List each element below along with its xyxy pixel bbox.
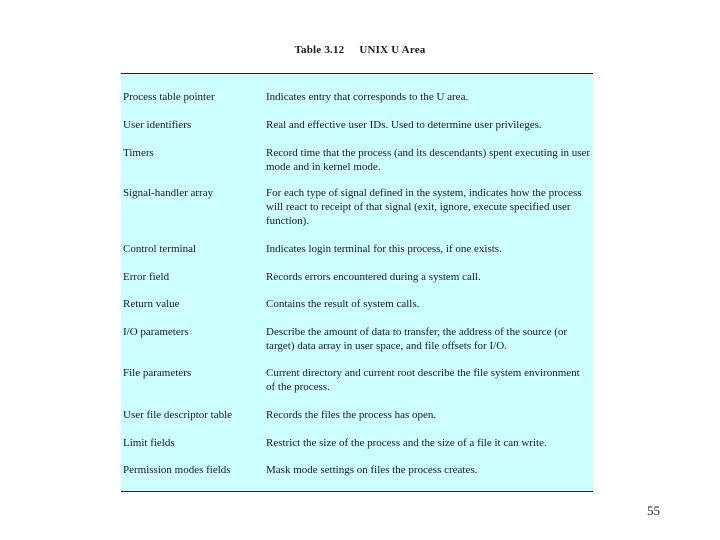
u-area-table <box>121 73 593 492</box>
table-caption <box>0 44 720 56</box>
field-description: Restrict the size of the process and the size of a file it can write. <box>266 437 547 449</box>
field-name: User identifiers <box>123 119 192 131</box>
field-name: User file descriptor table <box>123 409 233 421</box>
field-name: File parameters <box>123 367 192 379</box>
field-name: Limit fields <box>123 437 175 449</box>
field-description: Mask mode settings on files the process creates. <box>266 464 478 476</box>
field-description: Current directory and current root describe the file system environment of the process. <box>266 367 580 393</box>
field-name: Process table pointer <box>123 91 215 103</box>
field-name: Return value <box>123 298 180 310</box>
field-description: For each type of signal defined in the system, indicates how the process will react to receipt of that signal (exit, ignore, execute specified user function). <box>266 187 582 227</box>
field-name: Error field <box>123 271 170 283</box>
table-title: UNIX U Area <box>359 44 426 56</box>
page-number: 55 <box>647 503 660 518</box>
field-description: Indicates login terminal for this process, if one exists. <box>266 243 502 255</box>
field-description: Real and effective user IDs. Used to determine user privileges. <box>266 119 542 131</box>
table-number: Table 3.12 <box>294 44 345 56</box>
field-description: Indicates entry that corresponds to the U area. <box>266 91 469 103</box>
field-description: Record time that the process (and its descendants) spent executing in user mode and in kernel mode. <box>266 147 591 173</box>
field-name: Signal-handler array <box>123 187 214 199</box>
field-description: Describe the amount of data to transfer, the address of the source (or target) data array in user space, and file offsets for I/O. <box>266 326 568 352</box>
field-name: Timers <box>123 147 154 159</box>
field-description: Contains the result of system calls. <box>266 298 420 310</box>
field-name: Control terminal <box>123 243 197 255</box>
field-description: Records errors encountered during a system call. <box>266 271 481 283</box>
field-description: Records the files the process has open. <box>266 409 437 421</box>
field-name: I/O parameters <box>123 326 189 338</box>
field-name: Permission modes fields <box>123 464 231 476</box>
